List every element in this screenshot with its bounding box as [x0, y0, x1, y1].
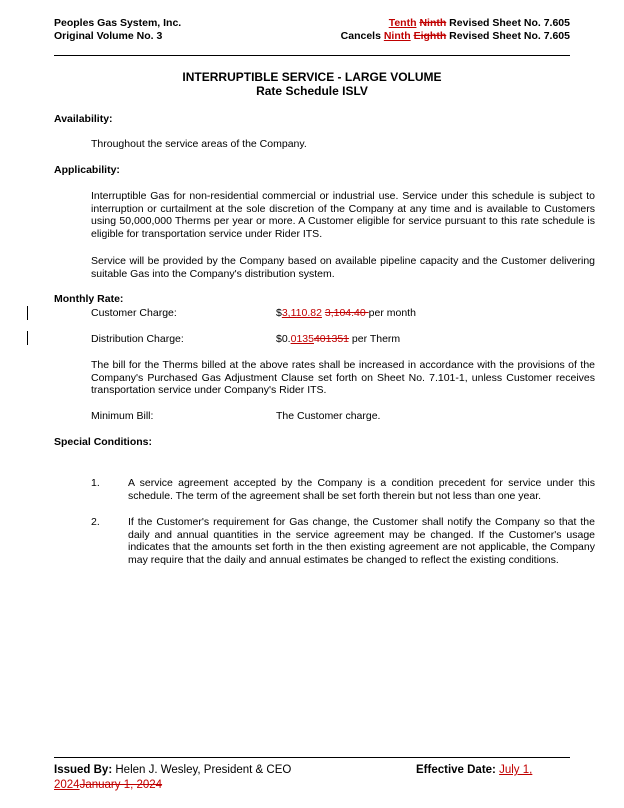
issued-by-label: Issued By: [54, 764, 113, 776]
applicability-heading: Applicability: [54, 164, 120, 176]
customer-charge-value [276, 307, 416, 319]
effective-year-inserted: 2024 [54, 779, 80, 791]
company-name: Peoples Gas System, Inc. [54, 17, 182, 29]
cancels-rest-text: Revised Sheet No. 7.605 [446, 30, 570, 42]
effective-date [416, 764, 532, 776]
volume-number: Original Volume No. 3 [54, 30, 163, 42]
applicability-paragraph-1: Interruptible Gas for non-residential commercial or industrial use. Service under this schedule is subject to interruption or curtailment at the sole discretion of the Company at any time and is available to Customers using 50,000,000 Therms per year or more. A Customer eligible for service pursuant to this rate schedule is eligible for transportation service under Rider ITS. [91, 190, 595, 240]
effective-date-deleted: January 1, 2024 [79, 779, 163, 791]
availability-text: Throughout the service areas of the Company. [91, 138, 307, 150]
minimum-bill-value: The Customer charge. [276, 410, 381, 422]
distribution-charge-unit: per Therm [349, 333, 401, 345]
revision-bar [27, 306, 28, 320]
customer-charge-label: Customer Charge: [91, 307, 177, 319]
customer-charge-inserted: 3,110.82 [281, 307, 322, 319]
distribution-charge-value [276, 333, 400, 345]
cancels-inserted-text: Ninth [383, 30, 411, 42]
customer-charge-unit: per month [368, 307, 416, 319]
distribution-charge-prefix: $0. [276, 333, 291, 345]
list-item: If the Customer's requirement for Gas change, the Customer shall notify the Company so that the daily and annual quantities in the service agreement may be changed. If the Customer's usage indicates that the amounts set forth in the then existing agreement are not applicable, the Company may require that the daily and annual estimates be changed to reflect the existing conditions. [128, 516, 595, 566]
distribution-charge-inserted: 0135 [290, 333, 314, 345]
monthly-rate-heading: Monthly Rate: [54, 293, 124, 305]
minimum-bill-label: Minimum Bill: [91, 410, 154, 422]
customer-charge-deleted: 3,104.40 [324, 307, 369, 319]
page-subtitle: Rate Schedule ISLV [256, 84, 368, 98]
issued-by [54, 764, 291, 776]
list-item: A service agreement accepted by the Company is a condition precedent for service under this schedule. The term of the agreement shall be set forth therein but not less than one year. [128, 477, 595, 502]
cancels-deleted-text: Eighth [413, 30, 447, 42]
footer-divider-right [372, 757, 570, 758]
sheet-inserted-text: Tenth [388, 17, 417, 29]
customer-charge-currency: $ [276, 307, 282, 319]
list-item-number: 1. [91, 477, 100, 489]
header-divider [54, 55, 570, 56]
special-conditions-heading: Special Conditions: [54, 436, 153, 448]
distribution-charge-label: Distribution Charge: [91, 333, 184, 345]
cancels-sheet [341, 30, 570, 42]
sheet-deleted-text: Ninth [419, 17, 447, 29]
effective-date-label: Effective Date: [416, 764, 496, 776]
effective-date-continued [54, 779, 162, 791]
effective-date-inserted: July 1, [499, 764, 533, 776]
distribution-charge-deleted: 401351 [313, 333, 350, 345]
sheet-number [389, 17, 570, 29]
availability-heading: Availability: [54, 113, 113, 125]
sheet-rest-text: Revised Sheet No. 7.605 [446, 17, 570, 29]
revision-bar [27, 331, 28, 345]
pga-paragraph: The bill for the Therms billed at the above rates shall be increased in accordance with the provisions of the Company's Purchased Gas Adjustment Clause set forth on Sheet No. 7.101-1, unless Customer receives transportation service under Company's Rider ITS. [91, 359, 595, 397]
applicability-paragraph-2: Service will be provided by the Company based on available pipeline capacity and the Customer delivering suitable Gas into the Company's distribution system. [91, 255, 595, 280]
list-item-number: 2. [91, 516, 100, 528]
page-title: INTERRUPTIBLE SERVICE - LARGE VOLUME [182, 70, 442, 84]
footer-divider-left [54, 757, 372, 758]
issued-by-value: Helen J. Wesley, President & CEO [112, 764, 292, 776]
cancels-prefix: Cancels [340, 30, 384, 42]
